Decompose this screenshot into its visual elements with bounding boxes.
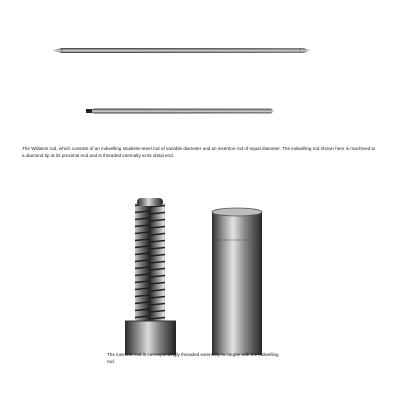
williams-rod-caption: The Williams rod, which consists of an indwelling stainless-steel rod of variable diameter and an insertion rod of equal diameter. The indwelling rod shown here is machined to a diamond tip at its proximal end and is threaded internally at its distal end. bbox=[22, 146, 376, 158]
threaded-end-photo bbox=[120, 195, 190, 355]
insertion-rod bbox=[86, 109, 274, 114]
internal-end-photo bbox=[207, 200, 267, 355]
insertion-rod-caption: The insertion rod is correspondingly threaded externally to couple with the indwelling rod. bbox=[107, 352, 279, 364]
indwelling-rod bbox=[52, 48, 310, 53]
indwelling-rod-photo bbox=[0, 0, 400, 130]
